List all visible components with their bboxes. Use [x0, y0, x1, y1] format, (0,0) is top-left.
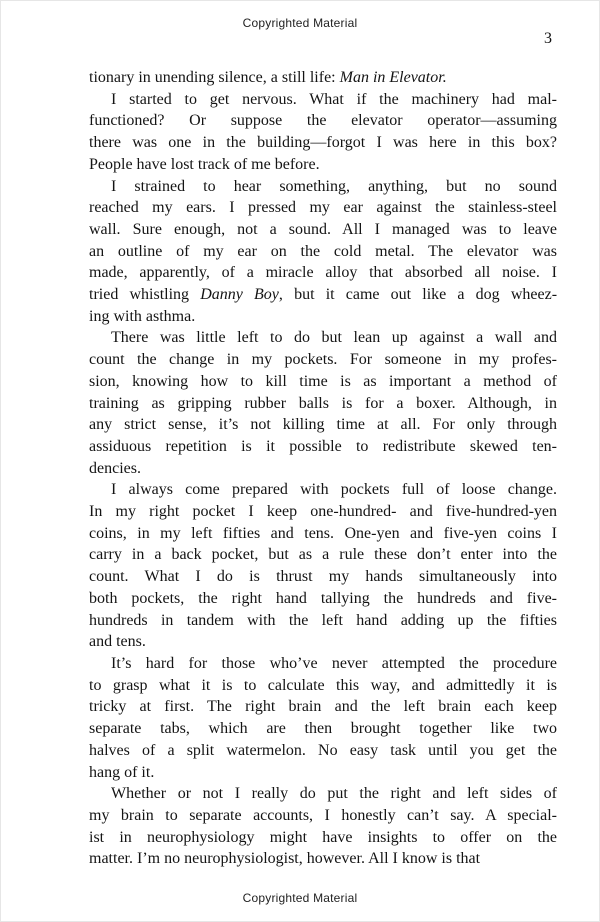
text-line — [89, 653, 557, 675]
text-line — [89, 783, 557, 805]
text-line — [89, 762, 557, 784]
text-segment: I started to get nervous. What if the machinery had mal- — [111, 90, 557, 108]
text-segment: It’s hard for those who’ve never attempted the procedure — [111, 654, 557, 672]
text-segment: There was little left to do but lean up against a wall and — [111, 329, 557, 347]
text-segment: dencies. — [89, 459, 141, 477]
text-line — [89, 501, 557, 523]
text-segment: In my right pocket I keep one-hundred- and five-hundred-yen — [89, 503, 557, 521]
text-line — [89, 610, 557, 632]
text-segment: , but it came out like a dog wheez- — [278, 286, 558, 304]
text-line — [89, 523, 557, 545]
paragraph — [89, 176, 557, 328]
text-segment: count the change in my pockets. For someone in my profes- — [89, 351, 557, 369]
paragraph — [89, 653, 557, 783]
text-line — [89, 132, 557, 154]
text-segment: my brain to separate accounts, I honestly can’t say. A special- — [89, 806, 557, 824]
paragraph — [89, 783, 557, 870]
text-segment: count. What I do is thrust my hands simultaneously into — [89, 568, 557, 586]
text-segment: made, apparently, of a miracle alloy that absorbed all noise. I — [89, 264, 557, 282]
text-segment: tricky at first. The right brain and the left brain each keep — [89, 698, 557, 716]
text-segment: sion, knowing how to kill time is as important a method of — [89, 372, 557, 390]
text-line — [89, 588, 557, 610]
text-segment: both pockets, the right hand tallying the hundreds and five- — [89, 589, 557, 607]
text-line — [89, 154, 557, 176]
text-segment: and tens. — [89, 633, 146, 651]
text-segment: I strained to hear something, anything, but no sound — [111, 177, 557, 195]
text-line — [89, 393, 557, 415]
text-segment: training as gripping rubber balls is for a boxer. Although, in — [89, 394, 557, 412]
italic-text-segment: Danny Boy — [200, 286, 279, 304]
text-line — [89, 414, 557, 436]
text-line — [89, 262, 557, 284]
text-line — [89, 67, 557, 89]
text-line — [89, 219, 557, 241]
text-line — [89, 197, 557, 219]
paragraph — [89, 327, 557, 479]
text-segment: I always come prepared with pockets full of loose change. — [111, 481, 557, 499]
text-segment: halves of a split watermelon. No easy task until you get the — [89, 741, 557, 759]
text-line — [89, 349, 557, 371]
text-line — [89, 740, 557, 762]
text-segment: Whether or not I really do put the right and left sides of — [111, 785, 557, 803]
text-line — [89, 436, 557, 458]
text-line — [89, 241, 557, 263]
text-segment: hundreds in tandem with the left hand adding up the fifties — [89, 611, 557, 629]
text-line — [89, 566, 557, 588]
text-segment: any strict sense, it’s not killing time at all. For only through — [89, 416, 557, 434]
text-segment: coins, in my left fifties and tens. One-yen and five-yen coins I — [89, 524, 557, 542]
text-line — [89, 718, 557, 740]
text-segment: assiduous repetition is it possible to redistribute skewed ten- — [89, 437, 557, 455]
text-line — [89, 110, 557, 132]
text-segment: matter. I’m no neurophysiologist, however. All I know is that — [89, 850, 481, 868]
page-number: 3 — [544, 30, 552, 47]
text-segment: ing with asthma. — [89, 307, 196, 325]
text-segment: tried whistling — [89, 286, 201, 304]
text-line — [89, 327, 557, 349]
copyright-notice-bottom: Copyrighted Material — [242, 891, 358, 905]
text-line — [89, 89, 557, 111]
text-segment: there was one in the building—forgot I was here in this box? — [89, 134, 557, 152]
text-line — [89, 176, 557, 198]
text-line — [89, 544, 557, 566]
text-segment: carry in a back pocket, but as a rule these don’t enter into the — [89, 546, 557, 564]
text-segment: functioned? Or suppose the elevator operator—assuming — [89, 112, 557, 130]
page-body — [89, 67, 557, 870]
text-line — [89, 479, 557, 501]
text-line — [89, 805, 557, 827]
paragraph — [89, 89, 557, 176]
text-segment: separate tabs, which are then brought together like two — [89, 720, 557, 738]
text-segment: tionary in unending silence, a still life: — [89, 69, 340, 86]
text-segment: wall. Sure enough, not a sound. All I managed was to leave — [89, 220, 557, 238]
text-segment: People have lost track of me before. — [89, 155, 320, 173]
text-line — [89, 631, 557, 653]
paragraph — [89, 67, 557, 89]
text-line — [89, 284, 557, 306]
text-segment: reached my ears. I pressed my ear against the stainless-steel — [89, 199, 557, 217]
text-line — [89, 371, 557, 393]
italic-text-segment: Man in Elevator. — [339, 69, 447, 86]
text-line — [89, 458, 557, 480]
text-segment: an outline of my ear on the cold metal. The elevator was — [89, 242, 557, 260]
copyright-notice-top: Copyrighted Material — [242, 16, 358, 30]
text-line — [89, 827, 557, 849]
text-line — [89, 696, 557, 718]
paragraph — [89, 479, 557, 653]
text-segment: to grasp what it is to calculate this way, and admittedly it is — [89, 676, 557, 694]
text-line — [89, 675, 557, 697]
text-segment: hang of it. — [89, 763, 155, 781]
text-line — [89, 306, 557, 328]
text-line — [89, 848, 557, 870]
text-segment: ist in neurophysiology might have insights to offer on the — [89, 828, 557, 846]
